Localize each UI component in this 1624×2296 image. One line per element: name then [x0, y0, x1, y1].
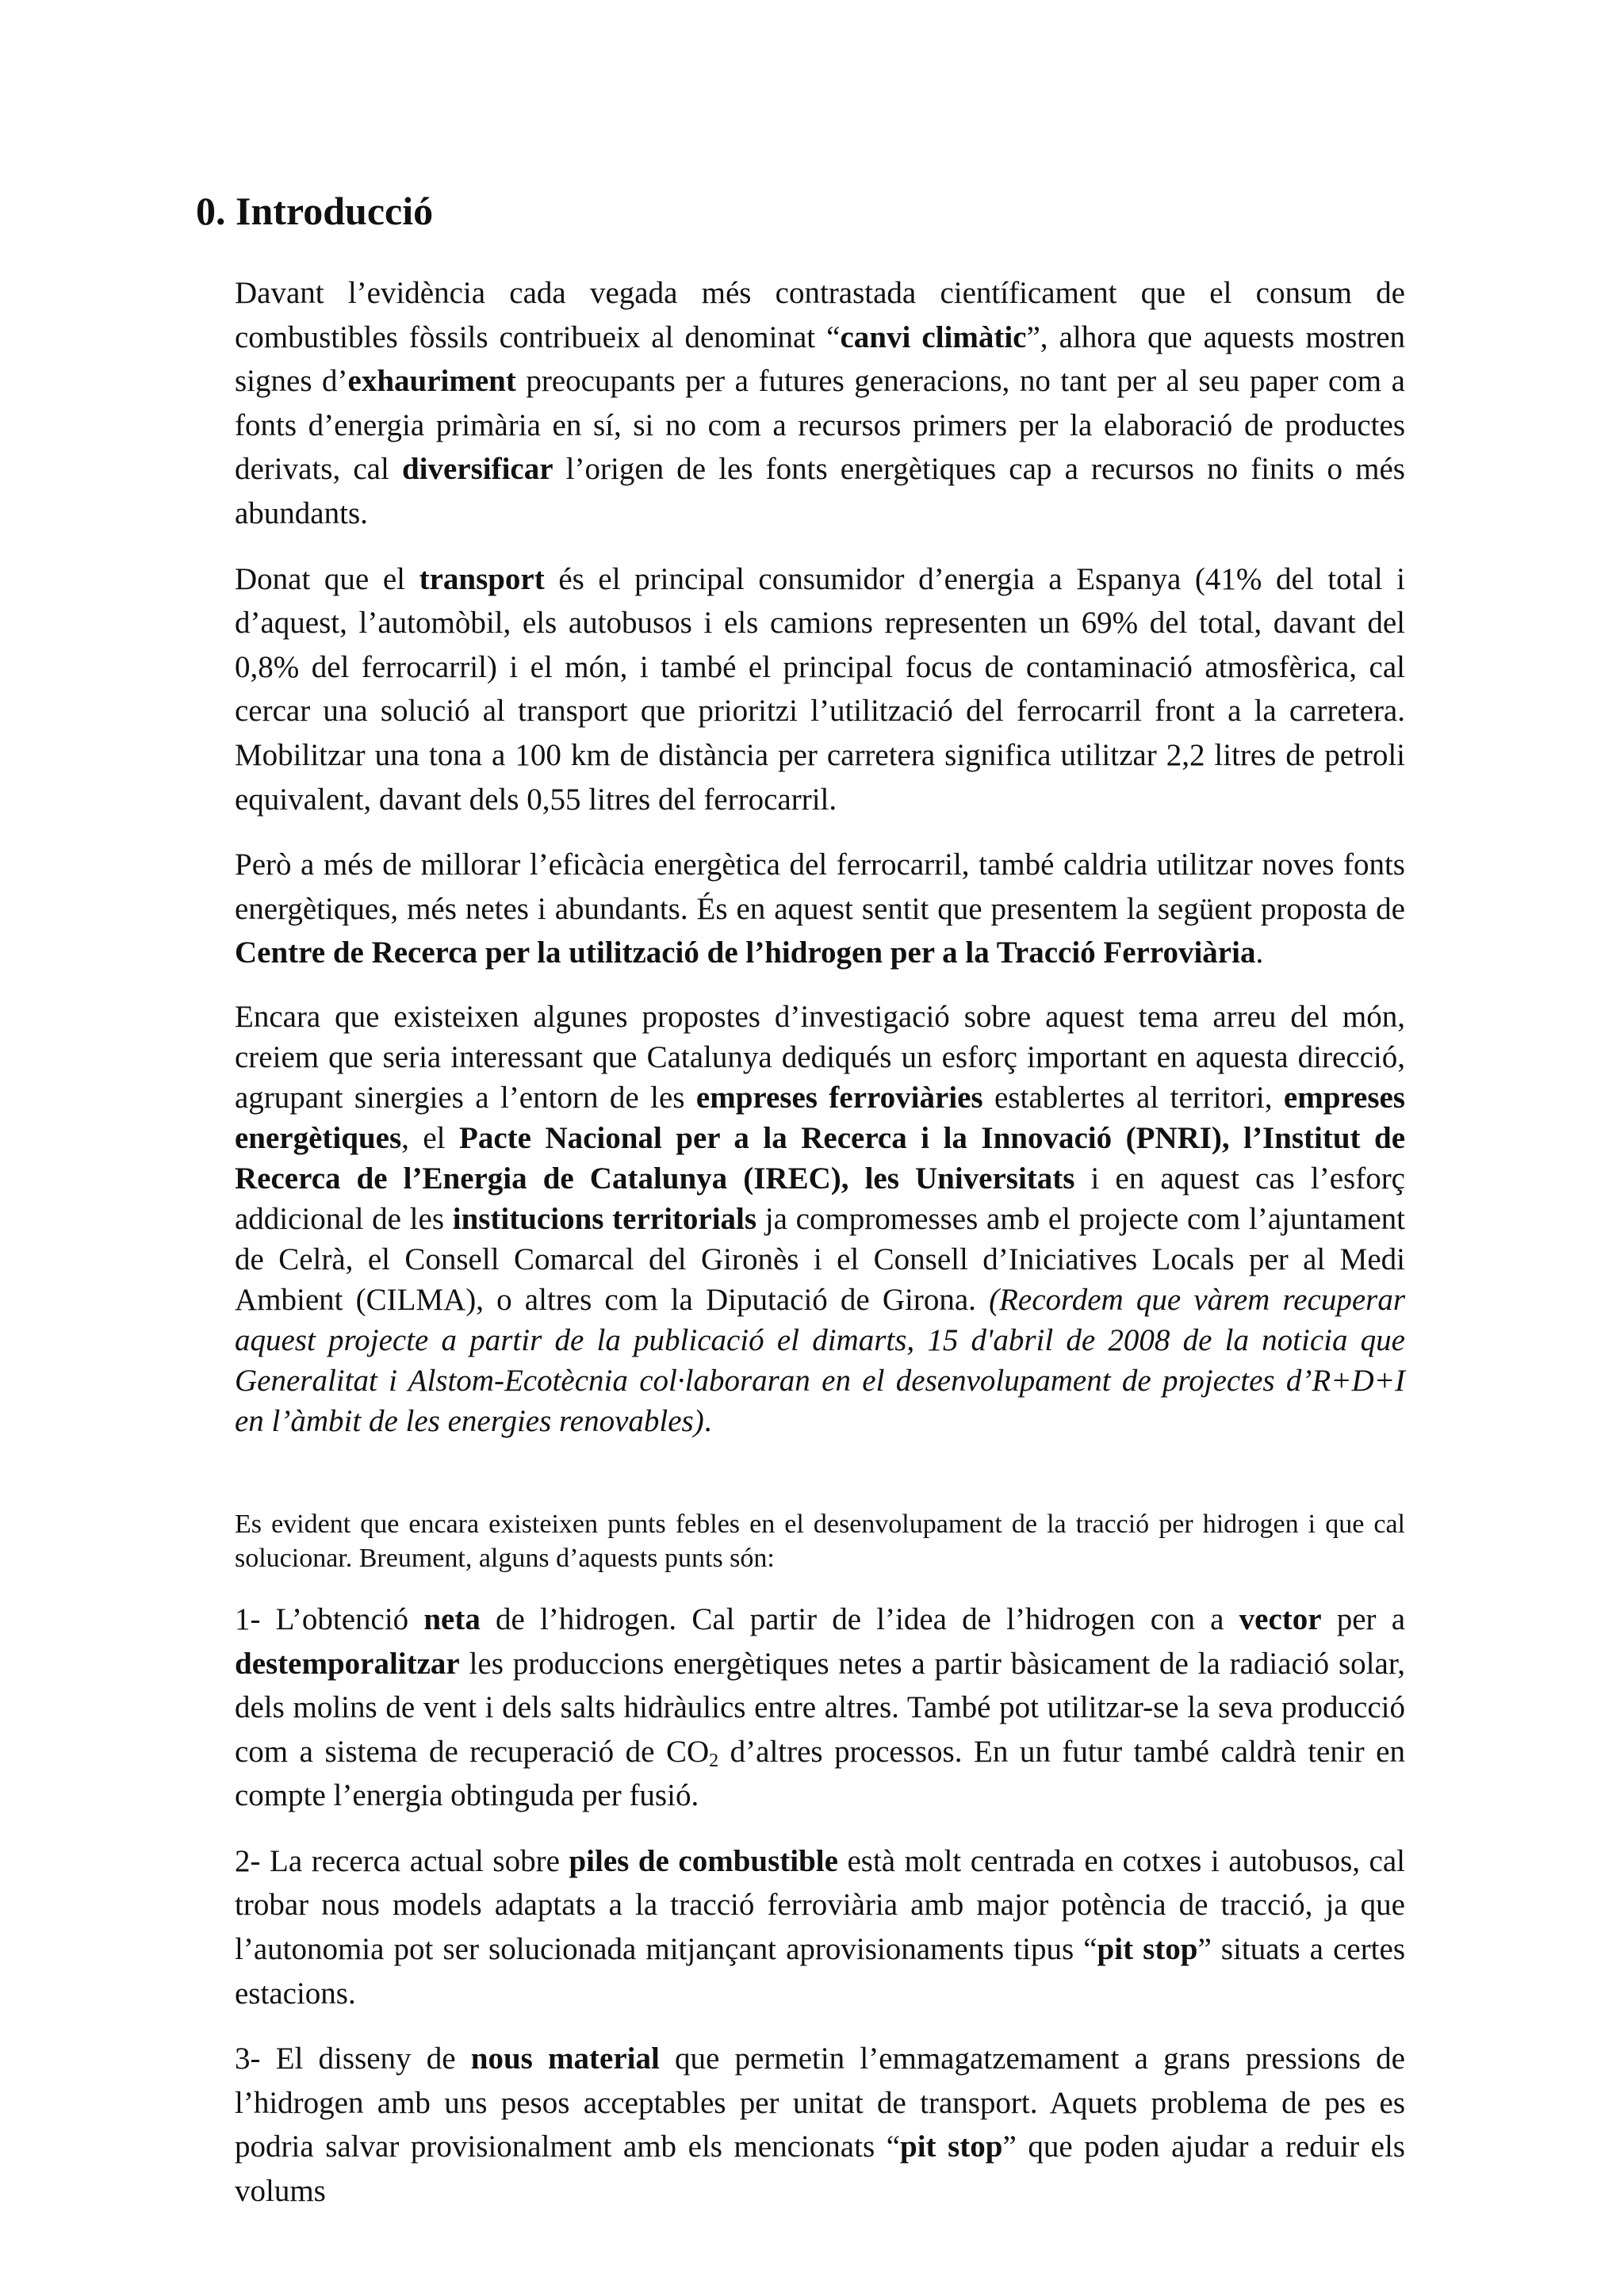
text-run: .	[1255, 936, 1264, 970]
bold-term: destemporalitzar	[235, 1646, 460, 1681]
bold-term: transport	[419, 561, 545, 596]
bold-term: empreses ferroviàries	[695, 1080, 983, 1115]
text-run: 3- El disseny de	[235, 2042, 471, 2076]
document-body	[235, 271, 1405, 2235]
bold-term: exhauriment	[347, 364, 516, 399]
bold-term: Pacte Nacional per a la Recerca i la Innovació (PNRI), l’Institut de Recerca de l’Energia de Catalunya (IREC), les Universitats	[235, 1120, 1406, 1196]
spacer	[235, 1463, 1405, 1507]
text-run: i en aquest cas l’esforç addicional de les	[235, 1161, 1405, 1236]
text-run: preocupants per a futures generacions, no tant per al seu paper com a fonts d’energia primària en sí, si no com a recursos primers per la elaboració de productes derivats, cal	[235, 364, 1405, 487]
text-run: .	[703, 1403, 712, 1438]
text-run: Encara que existeixen algunes propostes d’investigació sobre aquest tema arreu del món, creiem que seria interessant que Catalunya dediqués un esforç important en aquesta direcció, agrupant sinergies a l’entorn de les	[235, 999, 1405, 1115]
text-run: establertes al territori,	[982, 1080, 1284, 1115]
text-run: ” situats a certes estacions.	[235, 1932, 1406, 2011]
bold-term: empreses energètiques	[235, 1080, 1405, 1155]
text-run: està molt centrada en cotxes i autobusos, cal trobar nous models adaptats a la tracció ferroviària amb major potència de tracció, ja que l’autonomia pot ser solucionada mitjançant aprovisionaments tipus “	[235, 1843, 1405, 1967]
paragraph-weak-points	[235, 1507, 1405, 1576]
section-heading: 0. Introducció	[196, 189, 434, 233]
paragraph-catalunya	[235, 997, 1405, 1441]
text-run: ” que poden ajudar a reduir els volums	[235, 2130, 1405, 2209]
subscript: 2	[709, 1750, 719, 1771]
bold-term: piles de combustible	[569, 1843, 838, 1878]
bold-term: pit stop	[900, 2130, 1003, 2164]
text-run: que permetin l’emmagatzemament a grans pressions de l’hidrogen amb uns pesos acceptables per unitat de transport. Aquets problema de pes es podria salvar provisionalment amb els mencionats “	[235, 2042, 1405, 2164]
list-item-2	[235, 1839, 1405, 2015]
text-run: d’altres processos. En un futur també caldrà tenir en compte l’energia obtinguda per fusió.	[235, 1734, 1405, 1813]
list-item-3	[235, 2037, 1405, 2213]
text-run: , el	[401, 1120, 460, 1155]
text-run: les produccions energètiques netes a partir bàsicament de la radiació solar, dels molins de vent i dels salts hidràulics entre altres. També pot utilitzar-se la seva producció com a sistema de recuperació de CO	[235, 1646, 1405, 1769]
bold-term: canvi climàtic	[840, 320, 1027, 354]
paragraph-intro	[235, 271, 1405, 536]
text-run: per a	[1321, 1601, 1405, 1636]
text-run: l’origen de les fonts energètiques cap a recursos no finits o més abundants.	[235, 452, 1405, 530]
bold-term: Centre de Recerca per la utilització de l’hidrogen per a la Tracció Ferroviària	[235, 936, 1256, 970]
list-item-1	[235, 1598, 1405, 1818]
italic-note: (Recordem que vàrem recuperar aquest projecte a partir de la publicació el dimarts, 15 d'abril de 2008 de la noticia que Generalitat i Alstom-Ecotècnia col·laboraran en el desenvolupament de projectes d’R+D+I en l’àmbit de les energies renovables)	[235, 1282, 1405, 1438]
text-run: Però a més de millorar l’eficàcia energètica del ferrocarril, també caldria utilitzar noves fonts energètiques, més netes i abundants. És en aquest sentit que presentem la següent proposta de	[235, 848, 1405, 926]
text-run: Es evident que encara existeixen punts febles en el desenvolupament de la tracció per hidrogen i que cal solucionar. Breument, alguns d’aquests punts són:	[235, 1509, 1405, 1574]
bold-term: neta	[423, 1601, 481, 1636]
bold-term: nous material	[470, 2042, 660, 2076]
text-run: Donat que el	[235, 561, 419, 596]
bold-term: pit stop	[1097, 1932, 1198, 1967]
text-run: Davant l’evidència cada vegada més contrastada científicament que el consum de combustibles fòssils contribueix al denominat “	[235, 276, 1405, 354]
text-run: 1- L’obtenció	[235, 1601, 424, 1636]
paragraph-proposal	[235, 843, 1405, 975]
text-run: és el principal consumidor d’energia a Espanya (41% del total i d’aquest, l’automòbil, els autobusos i els camions representen un 69% del total, davant del 0,8% del ferrocarril) i el món, i també el principal focus de contaminació atmosfèrica, cal cercar una solució al transport que prioritzi l’utilització del ferrocarril front a la carretera. Mobilitzar una tona a 100 km de distància per carretera significa utilitzar 2,2 litres de petroli equivalent, davant dels 0,55 litres del ferrocarril.	[235, 561, 1405, 817]
text-run: 2- La recerca actual sobre	[235, 1843, 569, 1878]
bold-term: diversificar	[401, 452, 553, 487]
text-run: ja compromesses amb el projecte com l’ajuntament de Celrà, el Consell Comarcal del Gironès i el Consell d’Iniciatives Locals per al Medi Ambient (CILMA), o altres com la Diputació de Girona.	[235, 1201, 1405, 1317]
paragraph-transport	[235, 557, 1405, 822]
text-run: ”, alhora que aquests mostren signes d’	[235, 320, 1405, 399]
text-run: de l’hidrogen. Cal partir de l’idea de l’hidrogen con a	[480, 1601, 1239, 1636]
bold-term: vector	[1239, 1601, 1322, 1636]
bold-term: institucions territorials	[452, 1201, 757, 1236]
